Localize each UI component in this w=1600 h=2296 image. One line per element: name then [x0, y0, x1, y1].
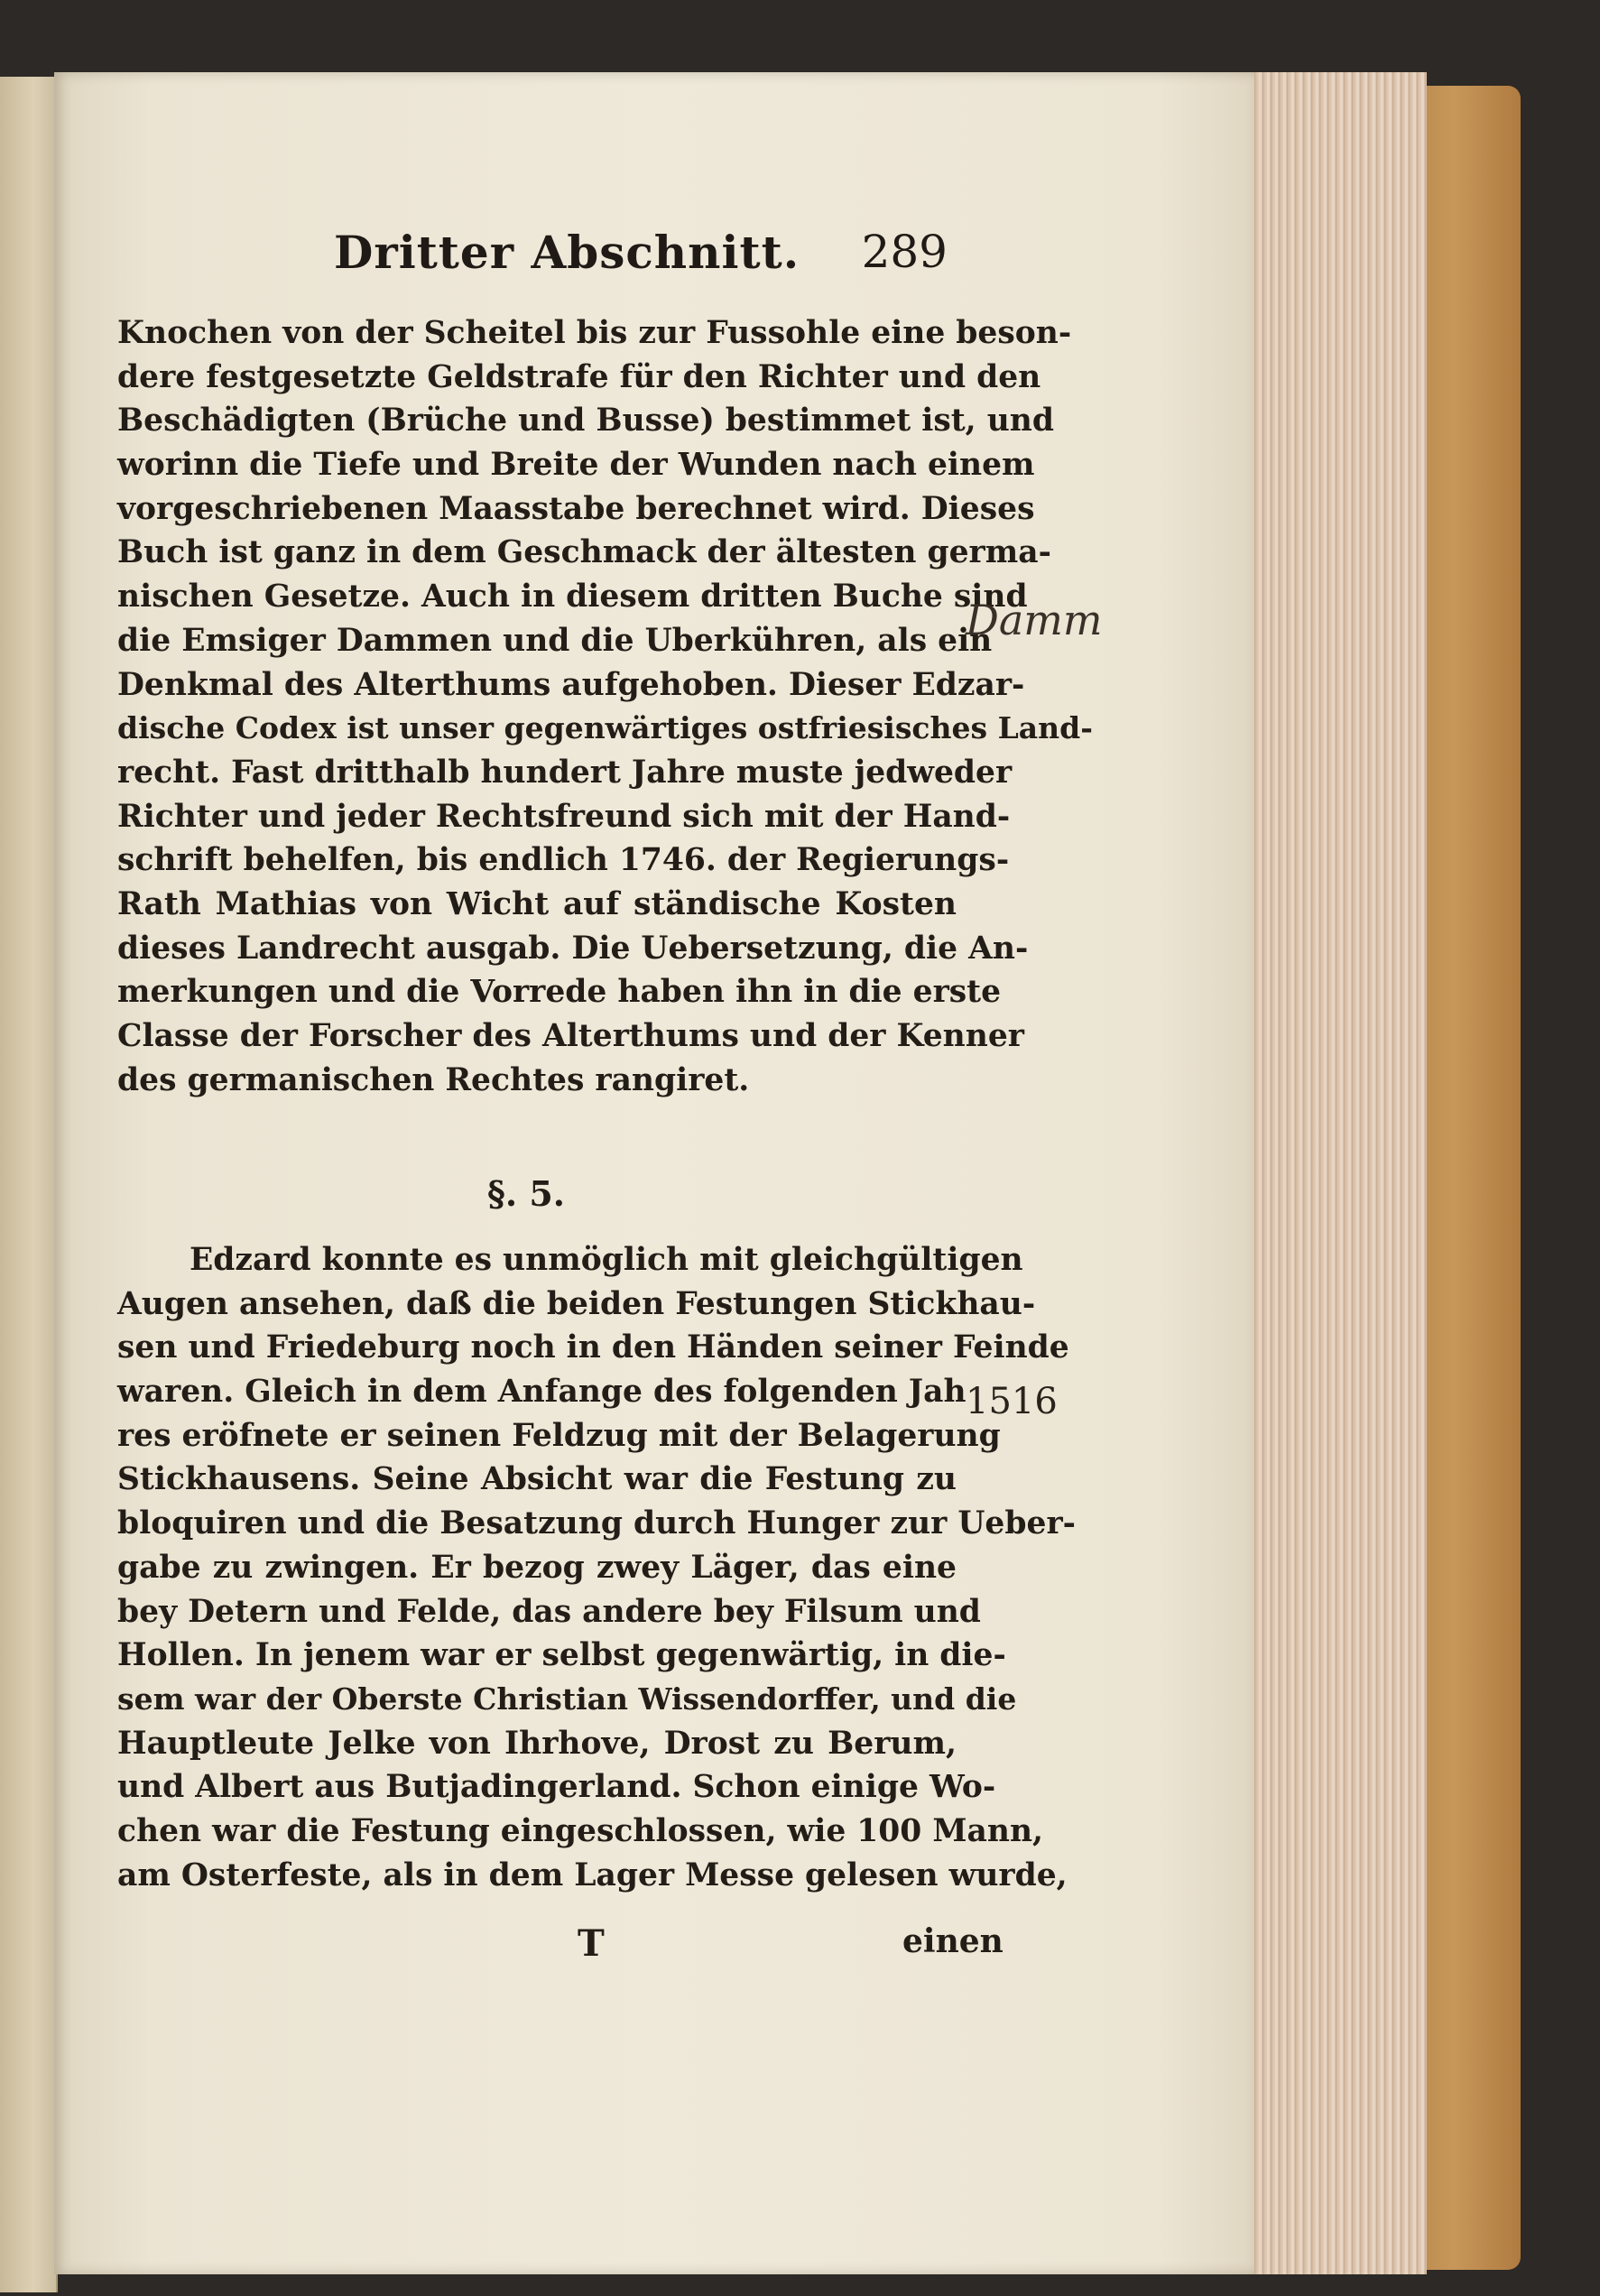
section-mark: §. 5. [487, 1173, 566, 1214]
text-line: chen war die Festung eingeschlossen, wie 100 Mann, [117, 1812, 1044, 1849]
text-line: dieses Landrecht ausgab. Die Uebersetzung, die An- [117, 930, 1029, 967]
text-line: nischen Gesetze. Auch in diesem dritten Buche sind [117, 579, 1028, 616]
text-line: Beschädigten (Brüche und Busse) bestimmet ist, und [117, 403, 1054, 440]
running-header [334, 226, 948, 298]
text-line: dere festgesetzte Geldstrafe für den Richter und den [117, 358, 1041, 395]
page-edges [1250, 72, 1427, 2274]
page-number: 289 [861, 226, 948, 278]
text-line: sem war der Oberste Christian Wissendorffer, und die [117, 1680, 1017, 1717]
text-line: Hollen. In jenem war er selbst gegenwärtig, in die- [117, 1637, 1006, 1674]
text-line: gabe zu zwingen. Er bezog zwey Läger, das eine [117, 1549, 957, 1586]
text-line: Rath Mathias von Wicht auf ständische Kosten [117, 885, 957, 922]
text-line: bey Detern und Felde, das andere bey Filsum und [117, 1593, 981, 1630]
text-line: des germanischen Rechtes rangiret. [117, 1061, 750, 1098]
text-line: recht. Fast dritthalb hundert Jahre muste jedweder [117, 754, 1013, 791]
catchword: einen [902, 1922, 1003, 1960]
text-line: Classe der Forscher des Alterthums und der Kenner [117, 1018, 1024, 1054]
text-line: Augen ansehen, daß die beiden Festungen Stickhau- [117, 1285, 1036, 1322]
text-line: worinn die Tiefe und Breite der Wunden nach einem [117, 447, 1035, 484]
text-line: die Emsiger Dammen und die Uberkühren, als ein [117, 622, 993, 659]
text-line: Richter und jeder Rechtsfreund sich mit der Hand- [117, 798, 1011, 835]
text-line: Denkmal des Alterthums aufgehoben. Dieser Edzar- [117, 666, 1025, 703]
text-line: waren. Gleich in dem Anfange des folgenden Jah [117, 1374, 966, 1411]
text-line: dische Codex ist unser gegenwärtiges ostfriesisches Land- [117, 710, 1093, 746]
text-line: Hauptleute Jelke von Ihrhove, Drost zu Berum, [117, 1725, 957, 1762]
text-line: und Albert aus Butjadingerland. Schon einige Wo- [117, 1769, 996, 1806]
running-title: Dritter Abschnitt. [334, 226, 800, 279]
text-line: am Osterfeste, als in dem Lager Messe gelesen wurde, [117, 1856, 1068, 1893]
text-line: merkungen und die Vorrede haben ihn in die erste [117, 974, 1002, 1011]
handwritten-margin-note: Damm [966, 596, 1103, 644]
text-line: Stickhausens. Seine Absicht war die Festung zu [117, 1461, 957, 1498]
text-line: bloquiren und die Besatzung durch Hunger zur Ueber- [117, 1505, 1076, 1542]
text-line: Buch ist ganz in dem Geschmack der ältesten germa- [117, 534, 1051, 571]
signature-mark: T [578, 1922, 605, 1965]
text-line: Knochen von der Scheitel bis zur Fussohle eine beson- [117, 315, 1072, 351]
paragraph-1 [117, 311, 1093, 1102]
text-line: schrift behelfen, bis endlich 1746. der Regierungs- [117, 842, 1010, 879]
facing-page-edge [0, 77, 58, 2292]
margin-year: 1516 [966, 1381, 1058, 1422]
text-line: sen und Friedeburg noch in den Händen seiner Feinde [117, 1329, 1069, 1366]
text-line: res eröfnete er seinen Feldzug mit der Belagerung [117, 1417, 1001, 1454]
text-line: Edzard konnte es unmöglich mit gleichgültigen [190, 1242, 1023, 1278]
text-line: vorgeschriebenen Maasstabe berechnet wird. Dieses [117, 490, 1035, 527]
